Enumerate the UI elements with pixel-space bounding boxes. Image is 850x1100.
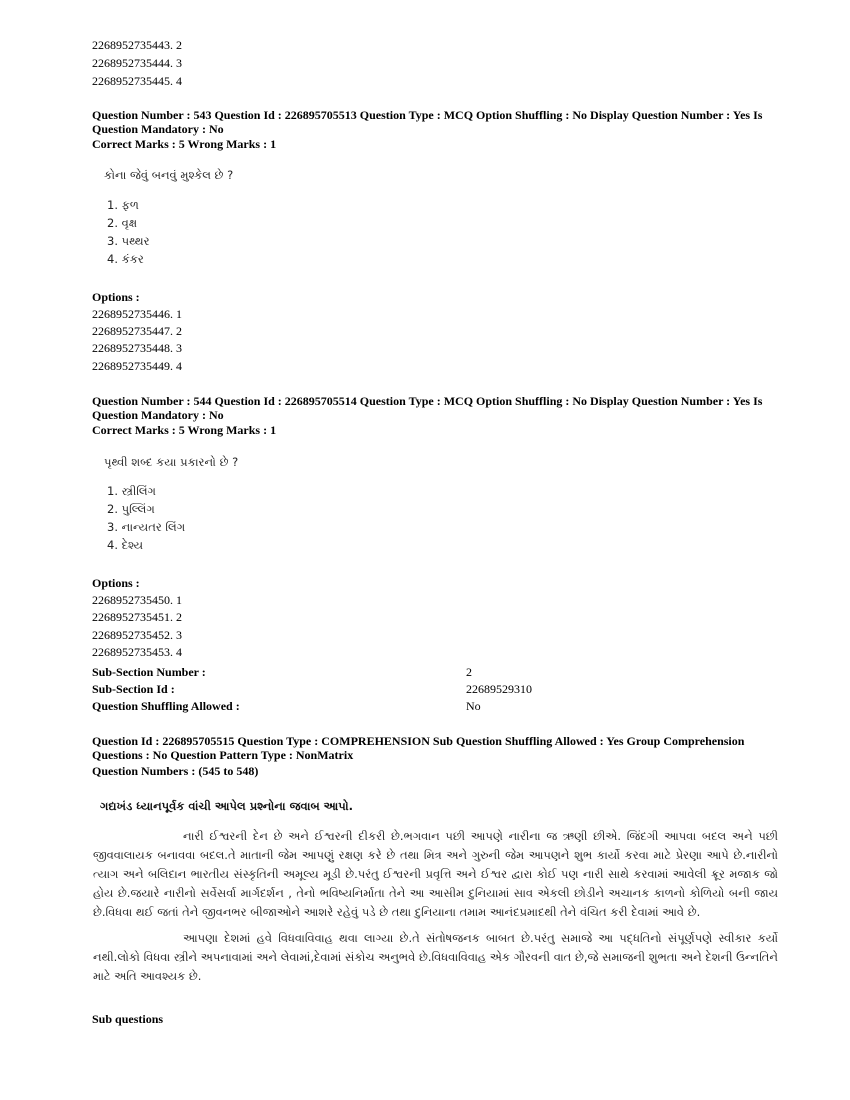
answer-choice: 4. દેશ્ય (107, 538, 144, 552)
comprehension-instruction: ગદ્યખંડ ધ્યાનપૂર્વક વાંચી આપેલ પ્રશ્નોના જવાબ આપો. (100, 799, 354, 813)
subsection-number-value: 2 (466, 665, 472, 679)
question-numbers: Question Numbers : (545 to 548) (92, 764, 259, 778)
answer-choice: 2. વૃક્ષ (107, 216, 138, 230)
answer-choice: 1. ફળ (107, 198, 139, 212)
comprehension-paragraph: નારી ઈશ્વરની દેન છે અને ઈશ્વરની દીકરી છે.ભગવાન પછી આપણે નારીના જ ઋણી છીએ. જિંદગી આપવા બદલ અને પછી જીવવાલાયક બનાવવા બદલ.તે માતાની જેમ આપણું રક્ષણ કરે છે તથા મિત્ર અને ગુરુની જેમ આપણને શુભ કાર્યો કરવા માટે પ્રેરણા આપે છે.નારીનો ત્યાગ અને બલિદાન ભારતીય સંસ્કૃતિની અમૂલ્ય મૂડી છે.પરંતુ ઈશ્વરની પ્રવૃત્તિ અને ઈશ્વર દ્વારા કોઈ પણ નારી સાથે કરવામાં આવેલી ક્રૂર મજાક જો હોય છે.જયારે નારીનો સર્વેસર્વા માર્ગદર્શન , તેનો ભવિષ્યનિર્માતા તેને આ આસીમ દુનિયામાં સાવ એકલી છોડીને અચાનક કાળનો કોળિયો બની જાય છે.વિધવા થઈ જતાં તેને જીવનભર બીજાઓને આશરે રહેવું પડે છે તથા દુનિયાના તમામ આનંદપ્રમાદથી તેને વંચિત કરી દેવામાં આવે છે. (93, 829, 778, 919)
answer-choice: 2. પુલ્લિંગ (107, 502, 155, 516)
answer-choice: 1. સ્ત્રીલિંગ (107, 484, 156, 498)
option-line: 2268952735450. 1 (92, 593, 182, 607)
option-line: 2268952735444. 3 (92, 56, 182, 70)
option-line: 2268952735445. 4 (92, 74, 182, 88)
options-label: Options : (92, 290, 140, 304)
comprehension-header: Question Id : 226895705515 Question Type : COMPREHENSION Sub Question Shuffling Allowed : Yes Group Comprehension Questions : No Question Pattern Type : NonMatrix (92, 734, 745, 762)
option-line: 2268952735451. 2 (92, 610, 182, 624)
option-line: 2268952735446. 1 (92, 307, 182, 321)
option-line: 2268952735447. 2 (92, 324, 182, 338)
answer-choice: 3. પથ્થર (107, 234, 150, 248)
marks-line: Correct Marks : 5 Wrong Marks : 1 (92, 137, 277, 151)
marks-line: Correct Marks : 5 Wrong Marks : 1 (92, 423, 277, 437)
comprehension-paragraph: આપણા દેશમાં હવે વિધવાવિવાહ થવા લાગ્યા છે.તે સંતોષજનક બાબત છે.પરંતુ સમાજે આ પદ્ધતિનો સંપૂર્ણપણે સ્વીકાર કર્યો નથી.લોકો વિધવા સ્ત્રીને અપનાવામાં અને લેવામાં,દેવામાં સંકોચ અનુભવે છે.વિધવાવિવાહ એક ગૌરવની વાત છે,જે સમાજની શુભતા અને દેશની ઉન્નતિને માટે અતિ આવશ્યક છે. (93, 931, 778, 983)
question-text: પૃથ્વી શબ્દ કયા પ્રકારનો છે ? (104, 455, 239, 469)
option-line: 2268952735452. 3 (92, 628, 182, 642)
question-text: કોના જેવું બનવું મુશ્કેલ છે ? (104, 168, 234, 182)
question-shuffling-value: No (466, 699, 481, 713)
subsection-id-label: Sub-Section Id : (92, 682, 175, 696)
subsection-number-label: Sub-Section Number : (92, 665, 206, 679)
option-line: 2268952735443. 2 (92, 38, 182, 52)
sub-questions-label: Sub questions (92, 1012, 164, 1026)
options-label: Options : (92, 576, 140, 590)
question-header: Question Number : 543 Question Id : 226895705513 Question Type : MCQ Option Shuffling : No Display Question Number : Yes Is Question Mandatory : No (92, 108, 763, 136)
question-header: Question Number : 544 Question Id : 226895705514 Question Type : MCQ Option Shuffling : No Display Question Number : Yes Is Question Mandatory : No (92, 394, 763, 422)
option-line: 2268952735453. 4 (92, 645, 182, 659)
answer-choice: 3. નાન્યતર લિંગ (107, 520, 186, 534)
question-shuffling-label: Question Shuffling Allowed : (92, 699, 240, 713)
answer-choice: 4. કંકર (107, 252, 144, 266)
subsection-id-value: 22689529310 (466, 682, 532, 696)
option-line: 2268952735448. 3 (92, 341, 182, 355)
option-line: 2268952735449. 4 (92, 359, 182, 373)
